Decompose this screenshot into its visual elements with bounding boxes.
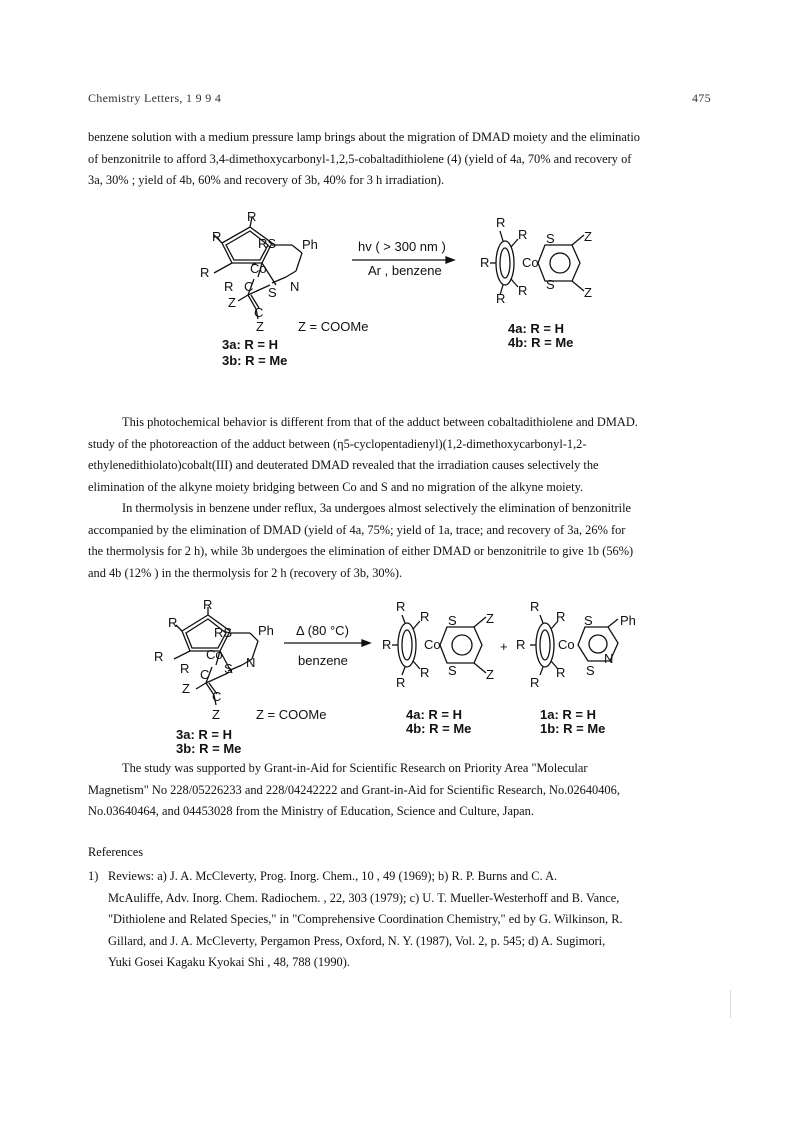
atom-label: R <box>396 599 406 614</box>
atom-label: S <box>584 613 593 628</box>
atom-label: R <box>200 265 210 280</box>
atom-label: S <box>448 613 457 628</box>
reaction-condition: benzene <box>298 653 348 668</box>
atom-label: S <box>223 625 233 640</box>
scheme-1-drawing <box>0 205 793 375</box>
atom-label: Ph <box>620 613 636 628</box>
atom-label: R <box>420 665 430 680</box>
paragraph-3 <box>88 498 716 584</box>
atom-label: Co <box>522 255 539 270</box>
atom-label <box>258 236 276 251</box>
atom-label: R <box>530 675 540 690</box>
text-line: In thermolysis in benzene under reflux, 3a undergoes almost selectively the elimination of benzonitrile <box>122 501 632 515</box>
atom-label: S <box>267 236 277 251</box>
paragraph-2 <box>88 412 716 498</box>
compound-label: 3b: R = Me <box>176 741 242 756</box>
reference-number: 1) <box>88 869 99 883</box>
text-line: No.03640464, and 04453028 from the Ministry of Education, Science and Culture, Japan. <box>88 804 534 819</box>
compound-label: 4b: R = Me <box>508 335 574 350</box>
atom-label: R <box>168 615 178 630</box>
text-line: ethylenedithiolato)cobalt(III) and deuterated DMAD revealed that the irradiation causes selectively the <box>88 458 599 473</box>
text-line: and 4b (12% ) in the thermolysis for 2 h (recovery of 3b, 30%). <box>88 565 403 580</box>
atom-label: Ph <box>302 237 318 252</box>
atom-label: Z <box>584 285 592 300</box>
compound-label: 1a: R = H <box>540 707 596 722</box>
text-line: the thermolysis for 2 h), while 3b undergoes the elimination of either DMAD or benzonitrile to give 1b (56%) <box>88 544 634 559</box>
atom-label: R <box>530 599 540 614</box>
atom-label: Z <box>228 295 236 310</box>
text-line: Yuki Gosei Kagaku Kyokai Shi , 48, 788 (1990). <box>108 955 350 970</box>
reference-body <box>108 866 728 974</box>
page-number: 475 <box>692 91 711 105</box>
atom-label: N <box>604 651 614 666</box>
paragraph-1 <box>88 127 716 192</box>
atom-label: R <box>396 675 406 690</box>
text-line: of benzonitrile to afford 3,4-dimethoxycarbonyl-1,2,5-cobaltadithiolene (4) (yield of 4a, 70% and recovery of <box>88 151 632 166</box>
text-line: Gillard, and J. A. McCleverty, Pergamon Press, Oxford, N. Y. (1987), Vol. 2, p. 545; d) A. Sugimori, <box>108 933 606 948</box>
text-line: accompanied by the elimination of DMAD (yield of 4a, 75%; yield of 1a, trace; and recovery of 3a, 26% for <box>88 522 626 537</box>
text-line: This photochemical behavior is different from that of the adduct between cobaltadithiolene and DMAD. <box>122 415 638 429</box>
scan-mark <box>730 990 731 1018</box>
compound-label: 1b: R = Me <box>540 721 606 736</box>
atom-label: C <box>212 689 222 704</box>
atom-label: R <box>212 229 222 244</box>
text-line: McAuliffe, Adv. Inorg. Chem. Radiochem. , 22, 303 (1979); c) U. T. Mueller-Westerhoff and B. Vance, <box>108 890 620 905</box>
atom-label: S <box>448 663 457 678</box>
atom-label: R <box>480 255 490 270</box>
atom-label: Z <box>182 681 190 696</box>
atom-label: S <box>546 231 555 246</box>
atom-label: Co <box>424 637 441 652</box>
text-line: 3a, 30% ; yield of 4b, 60% and recovery of 3b, 40% for 3 h irradiation). <box>88 173 445 188</box>
atom-label: Co <box>558 637 575 652</box>
text-line: study of the photoreaction of the adduct between (η5-cyclopentadienyl)(1,2-dimethoxycarbonyl-1,2- <box>88 436 587 451</box>
atom-label: R <box>496 215 506 230</box>
text-line: Reviews: a) J. A. McCleverty, Prog. Inorg. Chem., 10 , 49 (1969); b) R. P. Burns and C. A. <box>108 869 558 883</box>
compound-label: 3a: R = H <box>176 727 232 742</box>
text-line: elimination of the alkyne moiety bridging between Co and S and no migration of the alkyne moiety. <box>88 479 584 494</box>
atom-label: R <box>247 209 257 224</box>
atom-label: S <box>586 663 595 678</box>
journal-header: Chemistry Letters, 1 9 9 4 <box>88 91 222 105</box>
plus-sign: + <box>500 639 508 654</box>
scheme-2-drawing <box>0 595 793 757</box>
atom-label: R <box>214 625 224 640</box>
atom-label: R <box>556 665 566 680</box>
atom-label: N <box>290 279 300 294</box>
atom-label: Co <box>250 261 267 276</box>
scheme-2-labels <box>154 597 636 756</box>
references-heading: References <box>88 845 144 859</box>
atom-label: Co <box>206 647 223 662</box>
reaction-condition: Ar , benzene <box>368 263 442 278</box>
compound-label: 4b: R = Me <box>406 721 472 736</box>
atom-label: R <box>224 279 234 294</box>
z-definition: Z = COOMe <box>256 707 327 722</box>
atom-label: R <box>516 637 526 652</box>
atom-label: R <box>203 597 213 612</box>
atom-label: C <box>244 279 254 294</box>
atom-label: Z <box>584 229 592 244</box>
atom-label: Z <box>486 611 494 626</box>
reaction-condition: Δ (80 °C) <box>296 623 349 638</box>
text-line: benzene solution with a medium pressure lamp brings about the migration of DMAD moiety and the eliminatio <box>88 130 640 144</box>
atom-label: C <box>254 305 264 320</box>
atom-label: R <box>420 609 430 624</box>
acknowledgement <box>88 758 716 823</box>
atom-label: C <box>200 667 210 682</box>
atom-label: S <box>546 277 555 292</box>
atom-label: R <box>180 661 190 676</box>
atom-label <box>214 625 232 640</box>
z-definition: Z = COOMe <box>298 319 369 334</box>
atom-label: R <box>382 637 392 652</box>
reaction-condition: hv ( > 300 nm ) <box>358 239 446 254</box>
atom-label: R <box>518 283 528 298</box>
reference-item <box>88 866 728 974</box>
atom-label: S <box>224 661 233 676</box>
atom-label: R <box>258 236 268 251</box>
compound-label: 4a: R = H <box>406 707 462 722</box>
atom-label: R <box>496 291 506 306</box>
atom-label: Z <box>212 707 220 722</box>
text-line: Magnetism" No 228/05226233 and 228/04242222 and Grant-in-Aid for Scientific Research, No.02640406, <box>88 782 620 797</box>
atom-label: S <box>268 285 277 300</box>
text-line: "Dithiolene and Related Species," in "Comprehensive Coordination Chemistry," ed by G. Wilkinson, R. <box>108 912 623 927</box>
atom-label: Z <box>256 319 264 334</box>
reaction-scheme-1 <box>0 205 793 375</box>
reaction-scheme-2 <box>0 595 793 757</box>
compound-label: 3b: R = Me <box>222 353 288 368</box>
atom-label: Z <box>486 667 494 682</box>
compound-label: 3a: R = H <box>222 337 278 352</box>
atom-label: R <box>518 227 528 242</box>
atom-label: Ph <box>258 623 274 638</box>
compound-label: 4a: R = H <box>508 321 564 336</box>
atom-label: N <box>246 655 256 670</box>
atom-label: R <box>154 649 164 664</box>
text-line: The study was supported by Grant-in-Aid for Scientific Research on Priority Area "Molecular <box>122 761 588 775</box>
atom-label: R <box>556 609 566 624</box>
